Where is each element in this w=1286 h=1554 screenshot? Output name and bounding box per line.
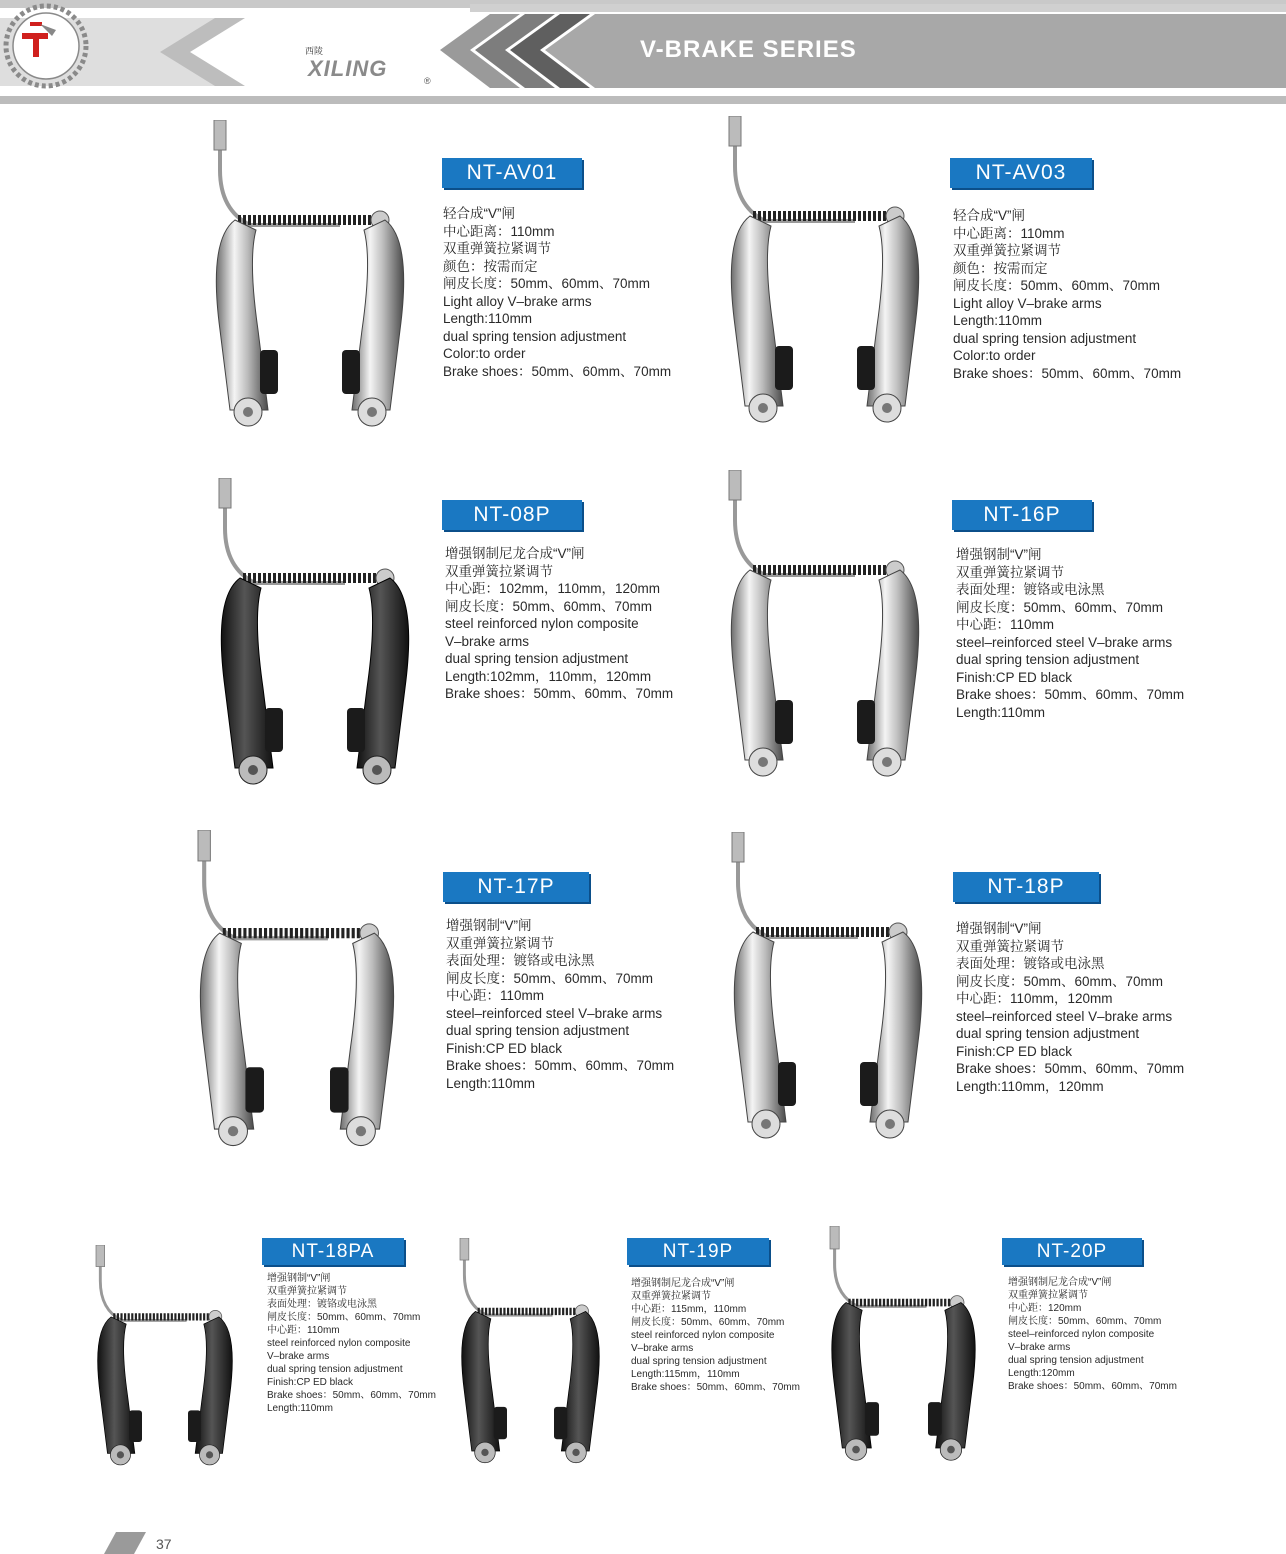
spec-line: 闸皮长度：50mm、60mm、70mm xyxy=(446,970,654,986)
spec-line: 中心距：110mm xyxy=(956,617,1055,632)
nt-av01-photo xyxy=(190,120,430,440)
spec-line: V–brake arms xyxy=(1008,1342,1071,1353)
spec-line: 增强钢制“V”闸 xyxy=(956,921,1042,936)
nt-08p-photo xyxy=(195,478,435,798)
spec-line: 双重弹簧拉紧调节 xyxy=(443,241,551,256)
spec-line: 闸皮长度：50mm、60mm、70mm xyxy=(953,278,1161,293)
spec-list xyxy=(445,545,673,703)
spec-line: 中心距：110mm xyxy=(267,1325,340,1336)
spec-line: steel reinforced nylon composite xyxy=(631,1330,775,1341)
nt-16p-photo xyxy=(705,470,945,790)
spec-line: 闸皮长度：50mm、60mm、70mm xyxy=(443,276,651,291)
spec-list xyxy=(267,1272,436,1415)
spec-line: dual spring tension adjustment xyxy=(956,1026,1140,1041)
spec-line: steel–reinforced nylon composite xyxy=(1008,1329,1155,1340)
spec-line: V–brake arms xyxy=(267,1351,330,1362)
series-title: V-BRAKE SERIES xyxy=(640,36,857,63)
spec-line: 增强钢制“V”闸 xyxy=(446,918,532,933)
spec-line: steel reinforced nylon composite xyxy=(445,616,639,631)
spec-list xyxy=(956,920,1184,1095)
model-badge: NT-16P xyxy=(952,500,1092,530)
spec-line: 中心距：120mm xyxy=(1008,1303,1082,1314)
spec-line: Finish:CP ED black xyxy=(956,1043,1073,1059)
spec-line: dual spring tension adjustment xyxy=(267,1364,403,1375)
spec-line: steel–reinforced steel V–brake arms xyxy=(446,1005,663,1021)
spec-line: Finish:CP ED black xyxy=(267,1377,353,1388)
spec-line: dual spring tension adjustment xyxy=(443,328,627,344)
spec-line: Length:110mm xyxy=(953,313,1043,328)
spec-line: 中心距离：110mm xyxy=(953,225,1065,241)
spec-list xyxy=(443,205,671,380)
spec-line: 闸皮长度：50mm、60mm、70mm xyxy=(956,599,1164,615)
spec-line: 双重弹簧拉紧调节 xyxy=(956,564,1064,580)
spec-line: 表面处理：镀铬或电泳黑 xyxy=(446,953,595,968)
spec-line: Brake shoes：50mm、60mm、70mm xyxy=(267,1390,436,1401)
spec-line: Light alloy V–brake arms xyxy=(953,295,1102,311)
spec-line: Finish:CP ED black xyxy=(446,1040,563,1056)
nt-20p-photo xyxy=(806,1226,1001,1471)
spec-line: Brake shoes：50mm、60mm、70mm xyxy=(443,363,672,379)
spec-list xyxy=(956,546,1184,721)
spec-line: Length:110mm xyxy=(267,1403,333,1414)
spec-line: Brake shoes：50mm、60mm、70mm xyxy=(631,1382,800,1393)
spec-line: 中心距：110mm，120mm xyxy=(956,991,1113,1006)
logo-registered-mark: ® xyxy=(424,76,431,86)
spec-line: steel–reinforced steel V–brake arms xyxy=(956,634,1173,650)
spec-line: dual spring tension adjustment xyxy=(1008,1355,1144,1366)
spec-line: Length:102mm，110mm，120mm xyxy=(445,668,652,684)
spec-line: 闸皮长度：50mm、60mm、70mm xyxy=(445,598,653,614)
spec-line: Length:110mm，120mm xyxy=(956,1078,1104,1094)
spec-line: 轻合成“V”闸 xyxy=(443,206,515,221)
spec-line: 轻合成“V”闸 xyxy=(953,208,1025,223)
nt-av03-photo xyxy=(705,116,945,436)
spec-line: 闸皮长度：50mm、60mm、70mm xyxy=(267,1312,421,1323)
spec-line: dual spring tension adjustment xyxy=(631,1356,767,1367)
spec-line: Brake shoes：50mm、60mm、70mm xyxy=(956,1061,1185,1076)
spec-line: dual spring tension adjustment xyxy=(953,330,1137,346)
spec-line: 双重弹簧拉紧调节 xyxy=(445,563,553,579)
spec-line: 双重弹簧拉紧调节 xyxy=(446,935,554,951)
page-number-tab xyxy=(104,1532,146,1554)
spec-line: V–brake arms xyxy=(631,1343,694,1354)
spec-line: Brake shoes：50mm、60mm、70mm xyxy=(1008,1381,1177,1392)
spec-line: 中心距离：110mm xyxy=(443,223,555,239)
nt-18pa-photo xyxy=(70,1245,260,1475)
spec-line: 表面处理：镀铬或电泳黑 xyxy=(267,1299,377,1310)
logo-chinese-name: 西陵 xyxy=(305,46,324,56)
nt-18p-photo xyxy=(708,832,948,1152)
spec-list xyxy=(953,207,1181,382)
spec-line: dual spring tension adjustment xyxy=(956,652,1140,667)
spec-line: Brake shoes：50mm、60mm、70mm xyxy=(446,1058,675,1073)
spec-line: steel reinforced nylon composite xyxy=(267,1338,411,1349)
spec-line: 双重弹簧拉紧调节 xyxy=(956,938,1064,954)
spec-line: 闸皮长度：50mm、60mm、70mm xyxy=(956,973,1164,989)
page-number: 37 xyxy=(156,1536,172,1552)
spec-line: Color:to order xyxy=(443,346,526,361)
spec-line: 增强钢制尼龙合成“V”闸 xyxy=(1008,1277,1112,1288)
spec-list xyxy=(446,917,674,1092)
spec-line: Brake shoes：50mm、60mm、70mm xyxy=(445,686,674,701)
spec-list xyxy=(631,1277,800,1394)
logo-brand-name: XILING xyxy=(308,56,388,81)
spec-line: 增强钢制“V”闸 xyxy=(956,547,1042,562)
spec-line: Length:110mm xyxy=(443,311,533,326)
spec-line: Color:to order xyxy=(953,348,1036,363)
spec-line: dual spring tension adjustment xyxy=(446,1023,630,1038)
spec-line: 颜色：按需而定 xyxy=(443,258,538,274)
spec-line: Light alloy V–brake arms xyxy=(443,293,592,309)
model-badge: NT-08P xyxy=(442,500,582,530)
model-badge: NT-17P xyxy=(443,872,589,902)
spec-line: Length:110mm xyxy=(956,704,1046,720)
spec-line: 中心距：115mm，110mm xyxy=(631,1304,747,1315)
spec-line: 中心距：110mm xyxy=(446,988,545,1003)
spec-line: 表面处理：镀铬或电泳黑 xyxy=(956,582,1105,597)
spec-line: 增强钢制尼龙合成“V”闸 xyxy=(631,1278,735,1289)
spec-line: 双重弹簧拉紧调节 xyxy=(631,1291,711,1302)
model-badge: NT-18PA xyxy=(262,1238,404,1265)
spec-line: Brake shoes：50mm、60mm、70mm xyxy=(953,365,1182,381)
spec-line: 双重弹簧拉紧调节 xyxy=(1008,1290,1088,1301)
spec-line: Length:120mm xyxy=(1008,1368,1075,1379)
spec-line: Brake shoes：50mm、60mm、70mm xyxy=(956,687,1185,702)
spec-line: 闸皮长度：50mm、60mm、70mm xyxy=(1008,1316,1162,1327)
page-header xyxy=(0,0,1286,110)
spec-line: Length:110mm xyxy=(446,1075,536,1091)
model-badge: NT-18P xyxy=(953,872,1099,902)
model-badge: NT-20P xyxy=(1002,1238,1142,1265)
xiling-logo xyxy=(0,0,180,95)
spec-line: Length:115mm，110mm xyxy=(631,1369,740,1380)
nt-17p-photo xyxy=(172,830,422,1160)
spec-line: steel–reinforced steel V–brake arms xyxy=(956,1008,1173,1024)
spec-list xyxy=(1008,1276,1177,1393)
spec-line: dual spring tension adjustment xyxy=(445,651,629,666)
model-badge: NT-AV03 xyxy=(950,158,1092,188)
spec-line: 增强钢制尼龙合成“V”闸 xyxy=(445,546,585,561)
spec-line: 表面处理：镀铬或电泳黑 xyxy=(956,956,1105,971)
spec-line: 增强钢制“V”闸 xyxy=(267,1273,331,1284)
spec-line: 闸皮长度：50mm、60mm、70mm xyxy=(631,1317,785,1328)
nt-19p-photo xyxy=(438,1238,623,1473)
spec-line: 双重弹簧拉紧调节 xyxy=(953,243,1061,258)
spec-line: 颜色：按需而定 xyxy=(953,260,1048,276)
spec-line: Finish:CP ED black xyxy=(956,669,1073,685)
model-badge: NT-AV01 xyxy=(442,158,582,188)
model-badge: NT-19P xyxy=(627,1238,769,1265)
spec-line: 双重弹簧拉紧调节 xyxy=(267,1286,347,1297)
spec-line: V–brake arms xyxy=(445,633,530,649)
spec-line: 中心距：102mm，110mm，120mm xyxy=(445,581,661,596)
